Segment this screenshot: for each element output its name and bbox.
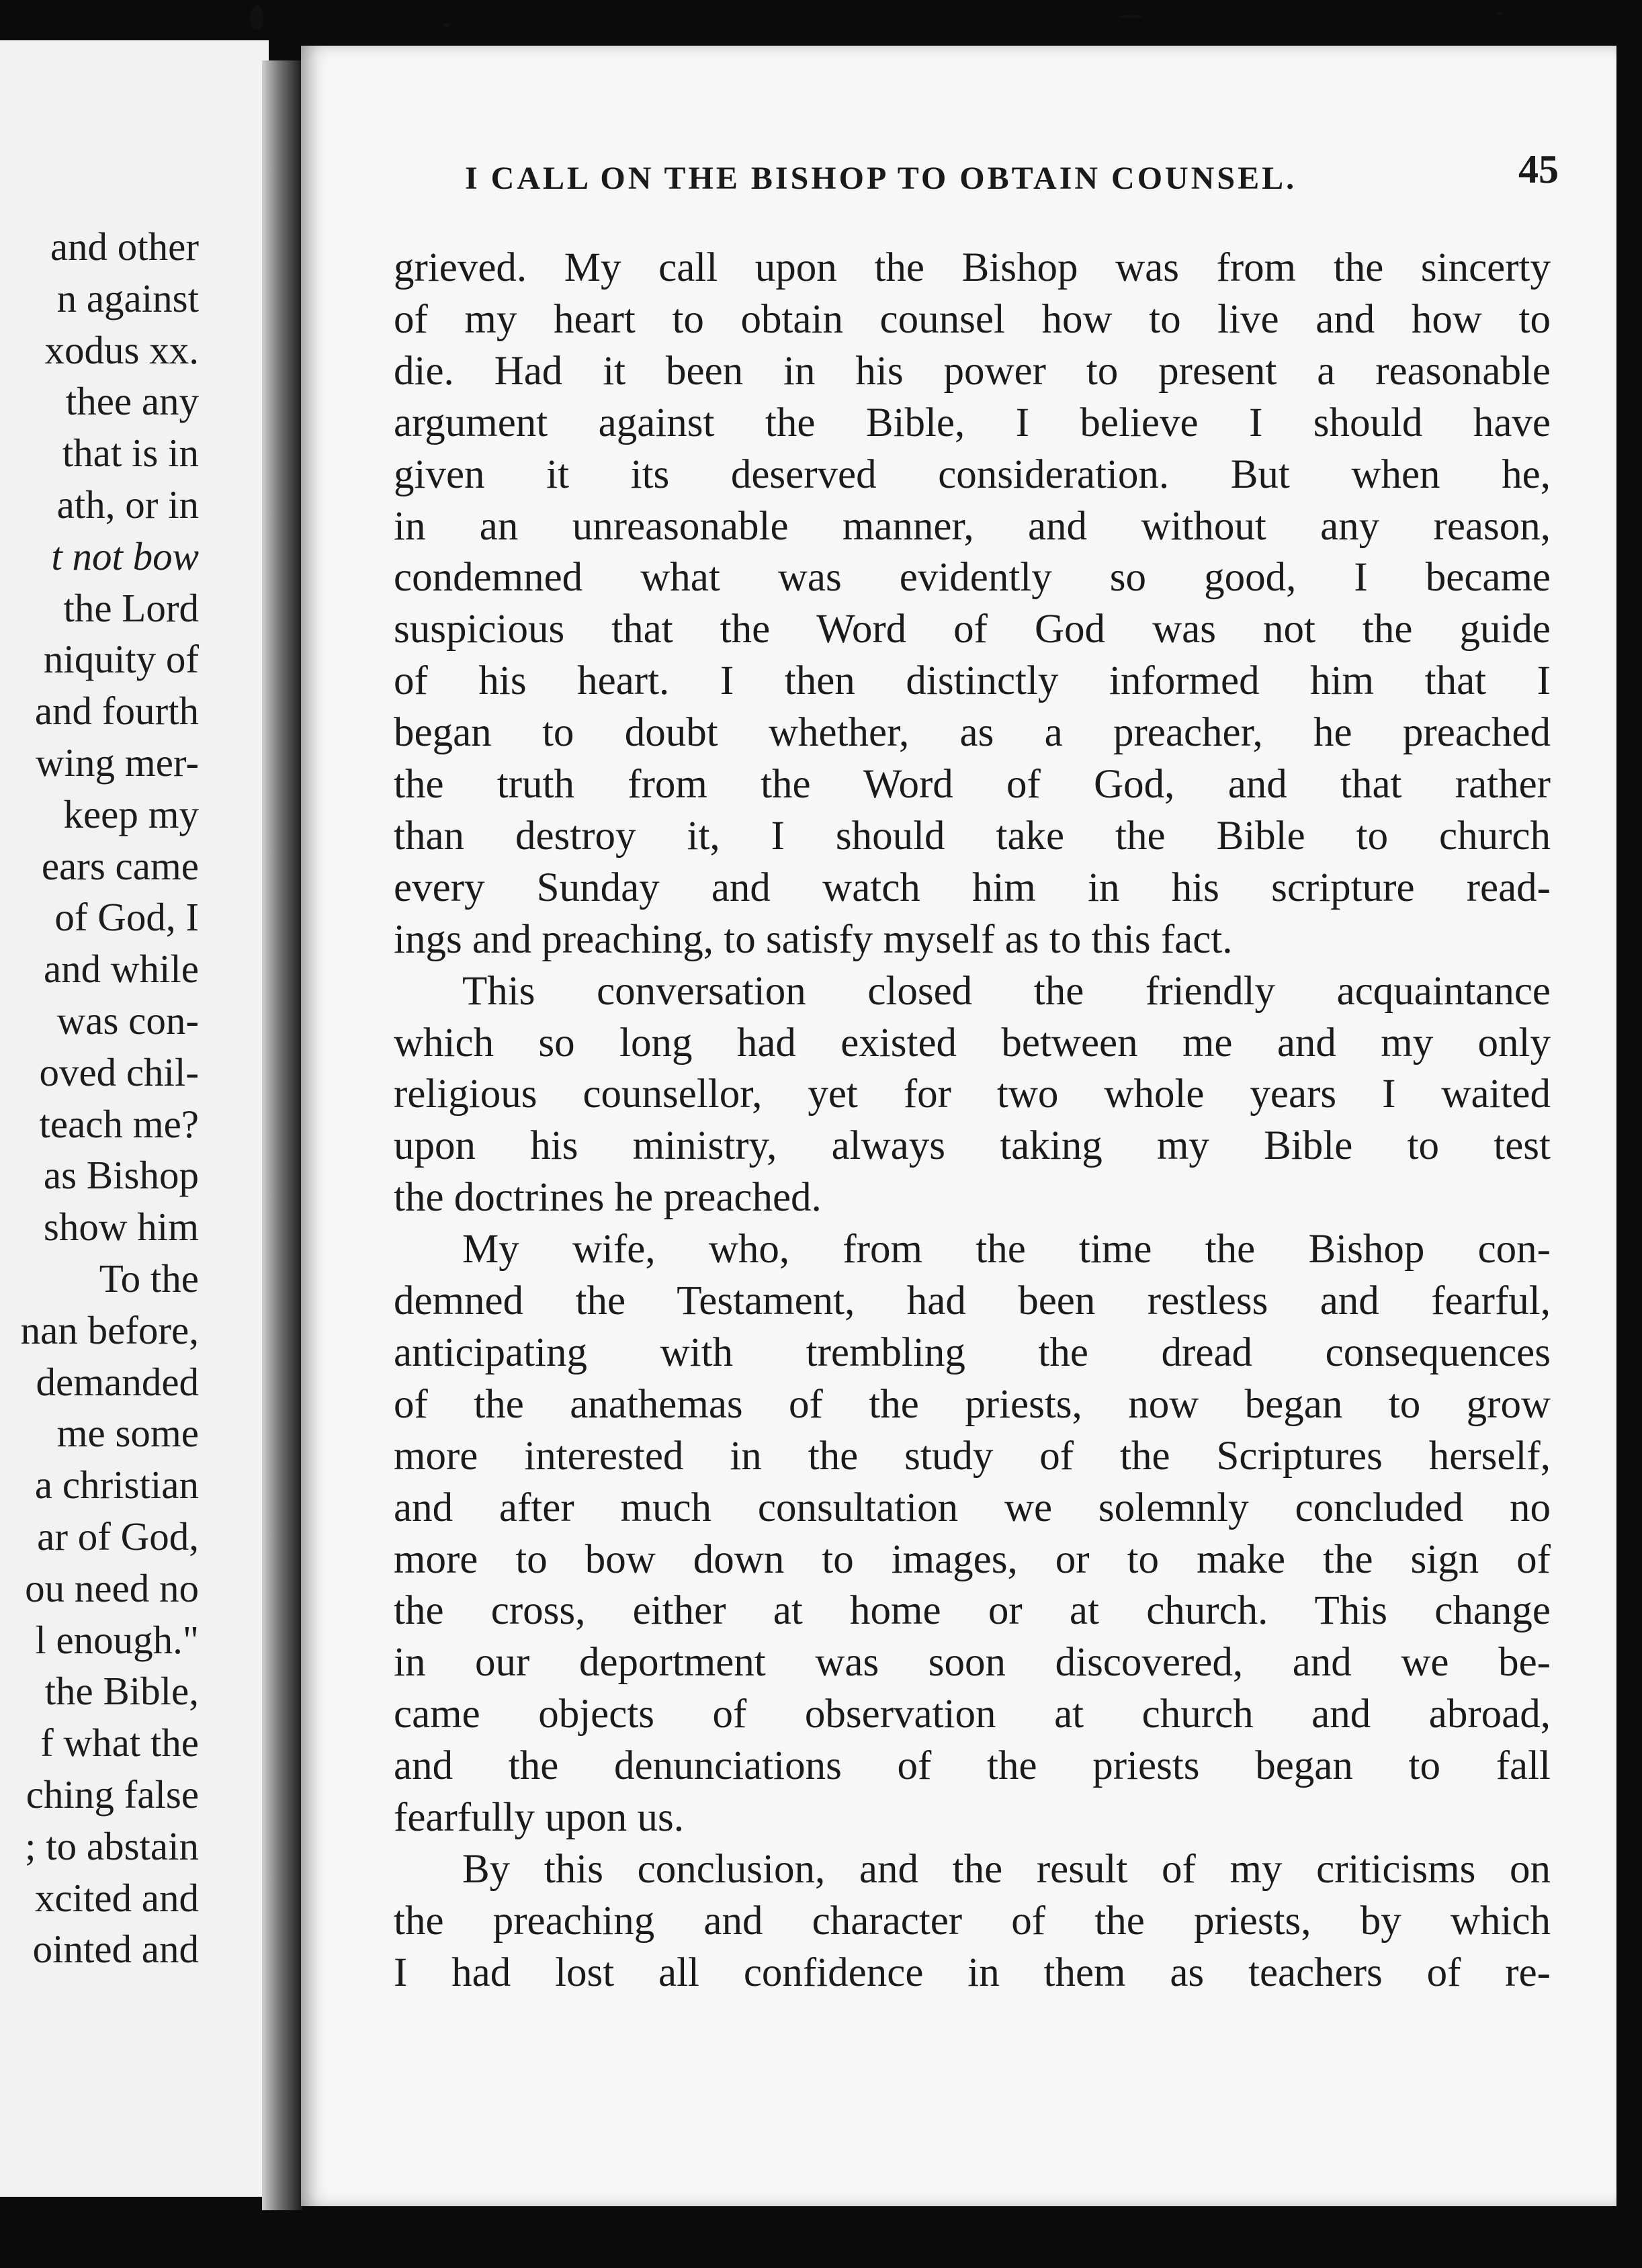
- body-text-line: suspicious that the Word of God was not the guide: [394, 607, 1551, 652]
- body-text-line: the cross, either at home or at church. This change: [394, 1588, 1551, 1634]
- left-page-line: To the: [99, 1256, 199, 1301]
- left-page-line: thee any: [65, 379, 199, 424]
- body-text-line: demned the Testament, had been restless and fearful,: [394, 1278, 1551, 1323]
- left-page-line: oved chil-: [39, 1049, 199, 1094]
- left-page-line: xodus xx.: [44, 327, 199, 372]
- body-text-line: religious counsellor, yet for two whole years I waited: [394, 1072, 1551, 1117]
- left-page-line: n against: [56, 275, 199, 320]
- running-head: I CALL ON THE BISHOP TO OBTAIN COUNSEL.: [465, 161, 1297, 196]
- body-text-line: ings and preaching, to satisfy myself as to this fact.: [394, 916, 1233, 962]
- left-page-line: a christian: [34, 1463, 199, 1508]
- left-page-line: ointed and: [32, 1927, 199, 1972]
- body-text-line: and the denunciations of the priests began to fall: [394, 1743, 1551, 1789]
- left-page-line: ou need no: [25, 1565, 199, 1610]
- left-page-line: and while: [43, 947, 199, 992]
- left-page-line: ears came: [41, 843, 199, 888]
- left-page-line: was con-: [56, 998, 199, 1043]
- body-text-line: argument against the Bible, I believe I should have: [394, 400, 1551, 445]
- body-text-line: fearfully upon us.: [394, 1795, 684, 1840]
- left-page-line: niquity of: [43, 637, 199, 682]
- body-text-line: upon his ministry, always taking my Bible to test: [394, 1123, 1551, 1169]
- left-page-line: keep my: [63, 791, 199, 836]
- left-page-line: f what the: [40, 1720, 199, 1765]
- left-page-line: the Lord: [63, 585, 199, 630]
- left-page-line: the Bible,: [44, 1669, 199, 1714]
- left-page-line: teach me?: [39, 1101, 199, 1146]
- left-page-line: and other: [50, 224, 199, 269]
- left-page-line: t not bow: [51, 533, 199, 578]
- left-page-line: ; to abstain: [25, 1823, 199, 1868]
- body-text-line: the truth from the Word of God, and that rather: [394, 762, 1551, 807]
- left-page-line: l enough.": [35, 1617, 199, 1662]
- left-page-line: nan before,: [20, 1307, 199, 1352]
- scan-speck: [1119, 15, 1142, 18]
- left-page-line: wing mer-: [36, 740, 199, 785]
- left-page-line: me some: [56, 1411, 199, 1456]
- body-text-line: more to bow down to images, or to make the sign of: [394, 1536, 1551, 1582]
- left-page-line: as Bishop: [43, 1153, 199, 1198]
- body-text-line: This conversation closed the friendly acquaintance: [462, 968, 1551, 1014]
- body-text-line: anticipating with trembling the dread consequences: [394, 1329, 1551, 1375]
- body-text-line: the doctrines he preached.: [394, 1175, 822, 1221]
- body-text-line: came objects of observation at church and abroad,: [394, 1692, 1551, 1737]
- body-text-line: in an unreasonable manner, and without any reason,: [394, 503, 1551, 549]
- body-text-line: condemned what was evidently so good, I became: [394, 555, 1551, 601]
- left-page-line: of God, I: [54, 895, 199, 940]
- body-text-line: die. Had it been in his power to present a reasonable: [394, 348, 1551, 394]
- scan-speck: [250, 5, 263, 30]
- body-text-line: of the anathemas of the priests, now began to grow: [394, 1381, 1551, 1427]
- left-page-line: demanded: [36, 1359, 199, 1404]
- left-page: [0, 40, 269, 2197]
- body-text-line: I had lost all confidence in them as teachers of re-: [394, 1950, 1551, 1995]
- body-text-line: By this conclusion, and the result of my criticisms on: [462, 1846, 1551, 1892]
- body-text-line: My wife, who, from the time the Bishop con-: [462, 1227, 1551, 1272]
- body-text-line: began to doubt whether, as a preacher, he preached: [394, 710, 1551, 756]
- scan-speck: [443, 23, 450, 27]
- body-text-line: every Sunday and watch him in his scripture read-: [394, 865, 1551, 910]
- book-gutter: [262, 60, 302, 2210]
- page-number: 45: [1518, 147, 1559, 191]
- body-text-line: of my heart to obtain counsel how to live and how to: [394, 296, 1551, 342]
- body-text-line: of his heart. I then distinctly informed him that I: [394, 658, 1551, 704]
- left-page-line: ath, or in: [56, 482, 199, 527]
- left-page-line: ching false: [26, 1772, 199, 1817]
- body-text-line: the preaching and character of the priests, by which: [394, 1898, 1551, 1944]
- left-page-line: show him: [43, 1205, 199, 1250]
- body-text-line: more interested in the study of the Scriptures herself,: [394, 1433, 1551, 1479]
- body-text-line: given it its deserved consideration. But when he,: [394, 451, 1551, 497]
- scan-speck: [1496, 12, 1504, 15]
- body-text-line: and after much consultation we solemnly concluded no: [394, 1485, 1551, 1530]
- left-page-line: that is in: [62, 431, 199, 476]
- left-page-line: and fourth: [34, 689, 199, 734]
- left-page-line: ar of God,: [37, 1514, 199, 1559]
- body-text-line: grieved. My call upon the Bishop was from the sincerty: [394, 245, 1551, 290]
- left-page-line: xcited and: [34, 1875, 199, 1920]
- body-text-line: which so long had existed between me and my only: [394, 1020, 1551, 1065]
- body-text-line: in our deportment was soon discovered, and we be-: [394, 1640, 1551, 1686]
- right-page: [301, 46, 1616, 2206]
- body-text-line: than destroy it, I should take the Bible to church: [394, 813, 1551, 859]
